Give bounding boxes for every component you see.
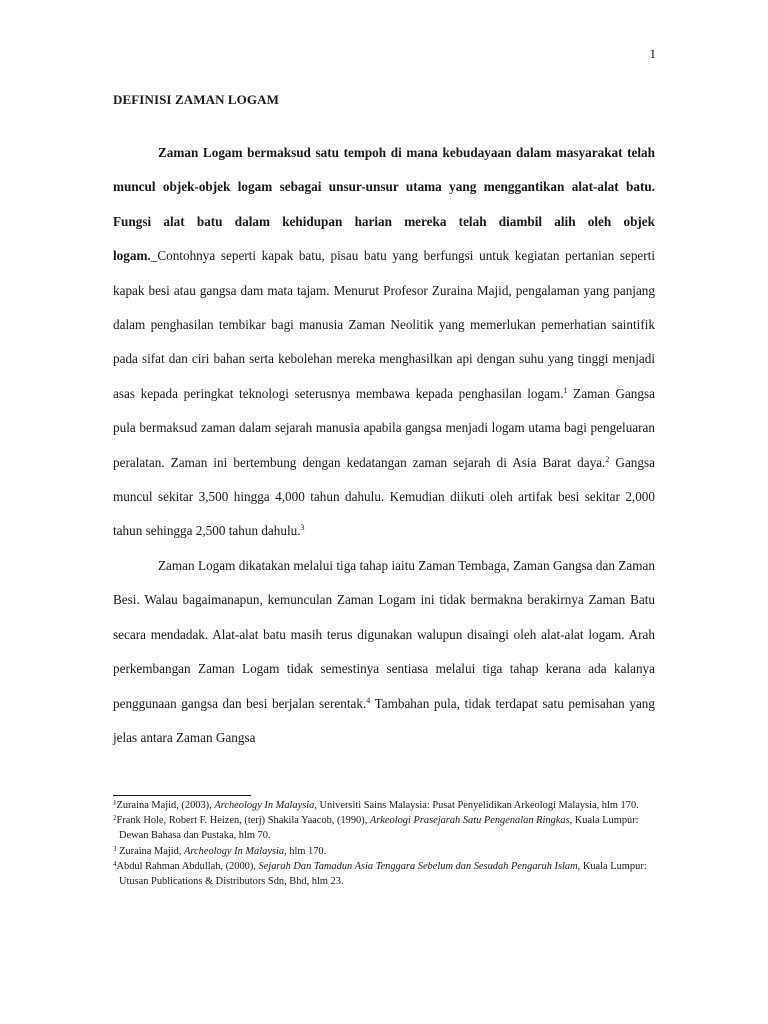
- footnotes: [113, 798, 658, 889]
- footnote-number: 2: [113, 814, 117, 823]
- footnote-number: 1: [113, 799, 117, 807]
- footnote-text: Frank Hole, Robert F. Heizen, (terj) Shakila Yaacob, (1990),: [116, 815, 370, 827]
- footnote-text: Zuraina Majid, (2003),: [116, 800, 215, 811]
- footnote-title: Archeology In Malaysia: [184, 845, 285, 857]
- footnote-title: Sejarah Dan Tamadun Asia Tenggara Sebelum dan Sesudah Pengaruh Islam: [258, 860, 578, 872]
- body-text: [113, 136, 655, 755]
- footnote-text: , Kuala Lumpur: Dewan Bahasa dan Pustaka, hlm 70.: [119, 815, 639, 842]
- footnote-number: 3: [113, 844, 117, 853]
- footnote-number: 4: [113, 859, 117, 868]
- paragraph-text: Tambahan pula, tidak terdapat satu pemisahan yang jelas antara Zaman Gangsa: [113, 695, 655, 745]
- footnote-ref-1: 1: [563, 385, 568, 395]
- footnote-title: Archeology In Malaysia: [214, 800, 315, 811]
- page-title: DEFINISI ZAMAN LOGAM: [113, 92, 279, 107]
- footnote-ref-4: 4: [366, 695, 371, 705]
- footnote-text: , hlm 170.: [284, 845, 327, 857]
- footnote-4: [113, 859, 658, 889]
- paragraph-text: Contohnya seperti kapak batu, pisau batu yang berfungsi untuk kegiatan pertanian seperti kapak besi atau gangsa dam mata tajam. Menurut Profesor Zuraina Majid, pengalaman yang panjang dalam penghasilan tembikar bagi manusia Zaman Neolitik yang memerlukan pemerhatian saintifik pada sifat dan ciri bahan serta kebolehan mereka menghasilkan api dengan suhu yang tinggi menjadi asas kepada peringkat teknologi seterusnya membawa kepada penghasilan logam.: [113, 248, 655, 401]
- footnote-divider: [113, 795, 251, 796]
- footnote-text: , Kuala Lumpur: Utusan Publications & Distributors Sdn, Bhd, hlm 23.: [119, 860, 647, 888]
- footnote-title: Arkeologi Prasejarah Satu Pengenalan Ringkas: [369, 815, 570, 827]
- footnote-2: [113, 813, 658, 843]
- paragraph-text: Zaman Gangsa pula bermaksud zaman dalam sejarah manusia apabila gangsa menjadi logam utama bagi pengeluaran peralatan. Zaman ini bertembung dengan kedatangan zaman sejarah di Asia Barat daya.: [113, 385, 655, 470]
- footnote-3: [113, 844, 658, 859]
- footnote-text: Abdul Rahman Abdullah, (2000),: [116, 860, 259, 872]
- paragraph-text: Zaman Logam dikatakan melalui tiga tahap iaitu Zaman Tembaga, Zaman Gangsa dan Zaman Besi. Walau bagaimanapun, kemunculan Zaman Logam ini tidak bermakna berakirnya Zaman Batu secara mendadak. Alat-alat batu masih terus digunakan walupun disaingi oleh alat-alat logam. Arah perkembangan Zaman Logam tidak semestinya sentiasa melalui tiga tahap kerana ada kalanya penggunaan gangsa dan besi berjalan serentak.: [113, 557, 655, 711]
- paragraph-1: [113, 136, 655, 549]
- footnote-text: , Universiti Sains Malaysia: Pusat Penyelidikan Arkeologi Malaysia, hlm 170.: [314, 800, 639, 811]
- footnote-1: [113, 798, 658, 813]
- paragraph-2: [113, 549, 655, 755]
- page-number: 1: [649, 46, 656, 61]
- underscore-mark: _: [150, 248, 158, 264]
- footnote-ref-3: 3: [300, 523, 305, 533]
- footnote-ref-2: 2: [605, 454, 610, 464]
- bold-definition: Zaman Logam bermaksud satu tempoh di mana kebudayaan dalam masyarakat telah muncul objek-objek logam sebagai unsur-unsur utama yang menggantikan alat-alat batu. Fungsi alat batu dalam kehidupan harian mereka telah diambil alih oleh objek logam.: [113, 145, 655, 264]
- footnote-text: Zuraina Majid,: [116, 845, 185, 857]
- paragraph-text: Gangsa muncul sekitar 3,500 hingga 4,000 tahun dahulu. Kemudian diikuti oleh artifak besi sekitar 2,000 tahun sehingga 2,500 tahun dahulu.: [113, 454, 655, 539]
